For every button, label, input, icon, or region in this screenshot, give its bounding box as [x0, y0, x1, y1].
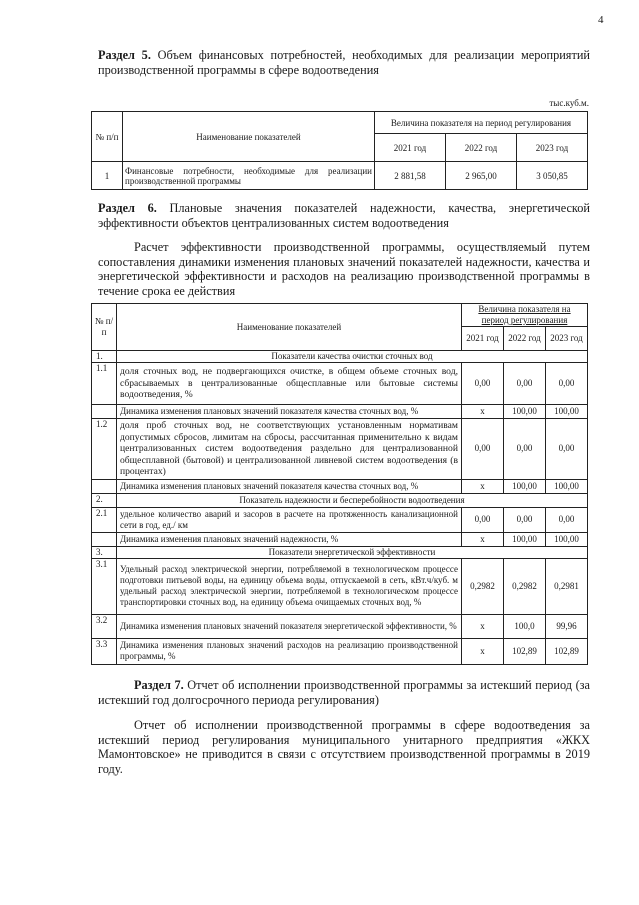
t2-row-name: Удельный расход электрической энергии, потребляемой в технологическом процессе подготовки питьевой воды, на единицу объема воды, отпускаемой в сеть, кВт.ч/куб. м удельный расход электрической энергии, потребляемой в технологическом процессе транспортировки сточных вод, на единицу объема очищаемых сточных вод, %	[117, 558, 462, 614]
section6-title: Плановые значения показателей надежности, качества, энергетической эффективности объектов централизованных систем водоотведения	[98, 201, 591, 230]
t2-section-title: Показатель надежности и бесперебойности водоотведения	[117, 493, 588, 507]
section7-label: Раздел 7.	[134, 678, 184, 692]
table-row	[92, 507, 588, 532]
t2-col-period-header: Величина показателя на период регулирования	[462, 304, 588, 327]
t2-row-value: х	[462, 614, 504, 638]
section5-title: Объем финансовых потребностей, необходимых для реализации мероприятий производственной программы в сфере водоотведения	[98, 48, 590, 77]
t2-row-value: 0,2982	[462, 558, 504, 614]
table-section-row	[92, 546, 588, 558]
unit-note: тыс.куб.м.	[549, 98, 589, 108]
t2-row-value: 100,00	[546, 479, 588, 493]
table-section-row	[92, 493, 588, 507]
section5-heading	[98, 48, 590, 78]
table-row	[92, 363, 588, 405]
t2-row-num: 3.2	[92, 614, 117, 638]
t2-row-num: 1.2	[92, 419, 117, 480]
t2-row-value: 100,00	[546, 532, 588, 546]
t2-row-value: 0,00	[504, 507, 546, 532]
t2-year-header: 2023 год	[546, 327, 588, 351]
table-row	[92, 419, 588, 480]
t2-row-num: 2.1	[92, 507, 117, 532]
t2-row-value: 0,00	[462, 507, 504, 532]
t2-row-value: х	[462, 405, 504, 419]
t2-row-name: удельное количество аварий и засоров в расчете на протяженность канализационной сети в год, ед./ км	[117, 507, 462, 532]
t2-row-name: доля сточных вод, не подвергающихся очистке, в общем объеме сточных вод, сбрасываемых в централизованные общесплавные или бытовые системы водоотведения, %	[117, 363, 462, 405]
t2-row-num: 1.1	[92, 363, 117, 405]
t2-row-value: х	[462, 479, 504, 493]
table-row	[92, 614, 588, 638]
t2-row-num: 2.	[92, 493, 117, 507]
t2-section-title: Показатели качества очистки сточных вод	[117, 351, 588, 363]
section6-heading	[98, 201, 590, 231]
section7-title: Отчет об исполнении производственной программы за истекший период (за истекший год долгосрочного периода регулирования)	[98, 678, 590, 707]
t1-row-name: Финансовые потребности, необходимые для реализации производственной программы	[123, 162, 375, 190]
t2-row-num	[92, 479, 117, 493]
financial-needs-table	[91, 111, 588, 190]
t2-row-value: 0,2981	[546, 558, 588, 614]
t2-section-title: Показатели энергетической эффективности	[117, 546, 588, 558]
page-number: 4	[598, 14, 604, 26]
t2-row-value: 100,00	[504, 532, 546, 546]
t2-row-value: 100,00	[504, 479, 546, 493]
t2-row-value: 0,00	[546, 363, 588, 405]
t2-row-value: 100,0	[504, 614, 546, 638]
t2-row-name: Динамика изменения плановых значений надежности, %	[117, 532, 462, 546]
t1-col-name-header: Наименование показателей	[123, 112, 375, 162]
t2-row-value: 0,00	[462, 419, 504, 480]
t2-row-name: Динамика изменения плановых значений показателя качества сточных вод, %	[117, 405, 462, 419]
t2-row-num: 1.	[92, 351, 117, 363]
t2-row-value: 102,89	[546, 638, 588, 664]
t2-row-num: 3.1	[92, 558, 117, 614]
t1-row-value: 2 965,00	[446, 162, 517, 190]
section6-label: Раздел 6.	[98, 201, 157, 215]
t2-row-name: Динамика изменения плановых значений показателя качества сточных вод, %	[117, 479, 462, 493]
table-row	[92, 405, 588, 419]
t2-row-num: 3.3	[92, 638, 117, 664]
t2-row-value: 0,2982	[504, 558, 546, 614]
table-row	[92, 479, 588, 493]
table-row	[92, 162, 588, 190]
t2-year-header: 2022 год	[504, 327, 546, 351]
t1-year-header: 2022 год	[446, 134, 517, 162]
section7-paragraph: Отчет об исполнении производственной программы в сфере водоотведения за истекший период регулирования муниципального унитарного предприятия «ЖКХ Мамонтовское» не приводится в связи с отсутствием производственной программы в 2019 году.	[98, 718, 590, 776]
section6-paragraph: Расчет эффективности производственной программы, осуществляемый путем сопоставления динамики изменения плановых значений показателей надежности, качества и энергетической эффективности и расходов на реализацию производственной программы в течение срока ее действия	[98, 240, 590, 298]
table-row	[92, 638, 588, 664]
t1-col-num-header: № п/п	[92, 112, 123, 162]
t2-row-value: 0,00	[546, 507, 588, 532]
table-row	[92, 532, 588, 546]
table-row	[92, 558, 588, 614]
t1-row-value: 2 881,58	[375, 162, 446, 190]
t2-row-value: х	[462, 532, 504, 546]
t2-row-name: доля проб сточных вод, не соответствующих установленным нормативам допустимых сбросов, лимитам на сбросы, рассчитанная применительно к видам централизованных систем водоотведения раздельно для централизованной общесплавной (бытовой) и централизованной ливневой систем водоотведения (в процентах)	[117, 419, 462, 480]
t2-row-value: 100,00	[504, 405, 546, 419]
indicators-table	[91, 303, 588, 665]
t2-row-name: Динамика изменения плановых значений показателя энергетической эффективности, %	[117, 614, 462, 638]
t2-row-value: 99,96	[546, 614, 588, 638]
t2-row-value: 0,00	[546, 419, 588, 480]
t2-row-num	[92, 405, 117, 419]
t2-row-value: х	[462, 638, 504, 664]
t2-row-value: 100,00	[546, 405, 588, 419]
section7-heading	[98, 678, 590, 708]
t1-year-header: 2021 год	[375, 134, 446, 162]
t1-row-num: 1	[92, 162, 123, 190]
t2-year-header: 2021 год	[462, 327, 504, 351]
t2-row-value: 102,89	[504, 638, 546, 664]
table-section-row	[92, 351, 588, 363]
t2-row-value: 0,00	[462, 363, 504, 405]
t2-row-name: Динамика изменения плановых значений расходов на реализацию производственной программы, %	[117, 638, 462, 664]
t1-row-value: 3 050,85	[517, 162, 588, 190]
t2-row-value: 0,00	[504, 363, 546, 405]
section5-label: Раздел 5.	[98, 48, 151, 62]
t1-col-period-header: Величина показателя на период регулирования	[375, 112, 588, 134]
t2-row-num	[92, 532, 117, 546]
t2-row-value: 0,00	[504, 419, 546, 480]
t2-row-num: 3.	[92, 546, 117, 558]
t2-col-num-header: № п/п	[92, 304, 117, 351]
t2-col-name-header: Наименование показателей	[117, 304, 462, 351]
t1-year-header: 2023 год	[517, 134, 588, 162]
